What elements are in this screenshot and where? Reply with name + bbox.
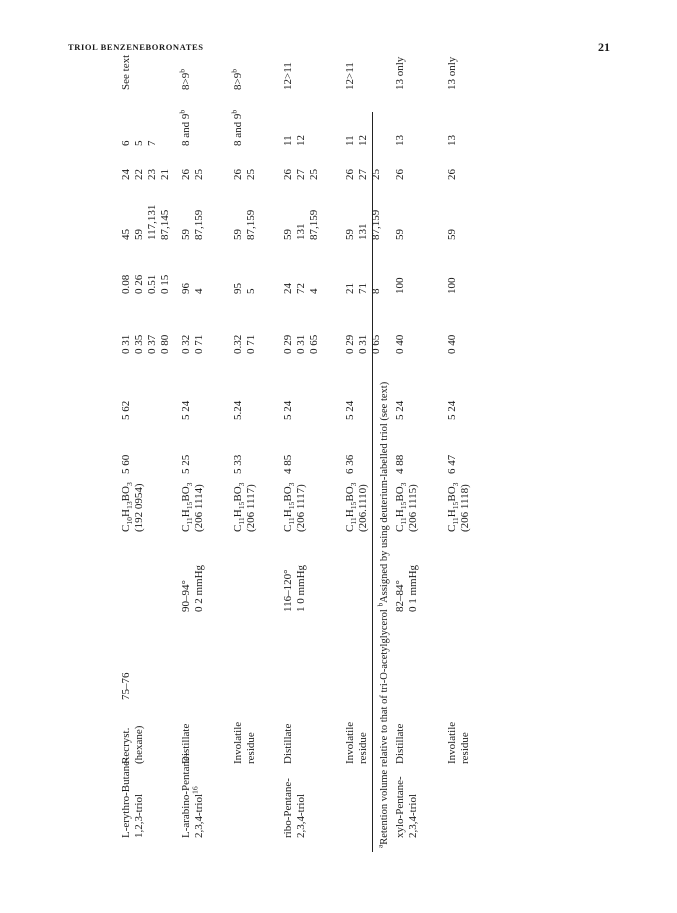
relative-value: 0 29 <box>282 334 294 354</box>
assignment: 12 <box>357 135 369 146</box>
assignment: 8 and 9$^b$ <box>177 109 192 146</box>
structure-ref: 25 <box>308 169 320 180</box>
retention-volume-ref: 5 24 <box>446 400 458 420</box>
mz-value: 59 <box>282 229 294 240</box>
fraction: Involatile <box>446 721 458 764</box>
compound-name: xylo-Pentane- <box>394 776 406 838</box>
boiling-point: 82–84° <box>394 580 406 612</box>
compound-name-cont: 2,3,4-triol <box>407 794 419 838</box>
retention-volume-ref: 5 62 <box>120 400 132 420</box>
relative-value: 0 40 <box>394 334 406 354</box>
retention-volume-ref: 5 24 <box>394 400 406 420</box>
retention-volume: 4 88 <box>394 454 406 474</box>
structure-ref: 22 <box>133 169 145 180</box>
mz-value: 87,159 <box>245 209 257 240</box>
page-number: 21 <box>598 40 610 54</box>
relative-value: 0 35 <box>133 334 145 354</box>
pressure: 0 1 mmHg <box>407 564 419 612</box>
intensity: 0 26 <box>133 274 145 294</box>
pressure: 0 2 mmHg <box>193 564 205 612</box>
assignment: 11 <box>282 135 294 146</box>
structure-ref: 26 <box>344 169 356 180</box>
intensity: 4 <box>308 288 320 294</box>
exact-mass: (206 1118) <box>459 484 471 532</box>
mz-value: 45 <box>120 229 132 240</box>
mz-value: 87,145 <box>159 209 171 240</box>
structure-ref: 26 <box>446 169 458 180</box>
compound-name-cont: 2,3,4-triol <box>295 794 307 838</box>
fraction: Distillate <box>180 723 192 764</box>
fraction: Distillate <box>394 723 406 764</box>
fraction: Involatile <box>344 721 356 764</box>
intensity: 100 <box>446 277 458 294</box>
mz-value: 59 <box>180 229 192 240</box>
intensity: 5 <box>245 288 257 294</box>
pressure: 1 0 mmHg <box>295 564 307 612</box>
fraction-cont: residue <box>245 732 257 764</box>
exact-mass: (192 0954) <box>133 483 145 532</box>
structure-ref: 26 <box>282 169 294 180</box>
intensity: 4 <box>193 288 205 294</box>
fraction: Recryst. <box>120 727 132 764</box>
formula: $C_{11}H_{15}BO_3$ <box>282 482 297 532</box>
assignment: 7 <box>146 140 158 146</box>
mz-value: 59 <box>394 229 406 240</box>
intensity: 0.08 <box>120 274 132 294</box>
assignment: 11 <box>344 135 356 146</box>
compound-name: L-arabino-Pentane- <box>180 752 192 838</box>
mz-value: 87,159 <box>193 209 205 240</box>
compound-name-cont: 1,2,3-triol <box>133 794 145 838</box>
boiling-point: 90–94° <box>180 580 192 612</box>
retention-volume: 5 25 <box>180 454 192 474</box>
retention-volume: 4 85 <box>282 454 294 474</box>
compound-name-cont: 2,3,4-triol$^{16}$ <box>190 786 205 838</box>
melting-point: 75–76 <box>120 672 132 700</box>
mz-value: 59 <box>232 229 244 240</box>
intensity: 95 <box>232 283 244 294</box>
structure-ref: 24 <box>120 169 132 180</box>
assignment: 8 and 9$^b$ <box>229 109 244 146</box>
structure-ref: 26 <box>180 169 192 180</box>
conclusion: $8>9^b$ <box>229 68 244 90</box>
relative-value: 0 40 <box>446 334 458 354</box>
relative-value: 0.32 <box>232 334 244 354</box>
compound-name: L-erythro-Butane- <box>120 757 132 838</box>
formula: $C_{11}H_{15}BO_3$ <box>394 482 409 532</box>
mz-value: 87,159 <box>308 209 320 240</box>
mz-value: 59 <box>344 229 356 240</box>
relative-value: 0 32 <box>180 334 192 354</box>
conclusion: $8>9^b$ <box>177 68 192 90</box>
mz-value: 87,159 <box>370 209 382 240</box>
formula: $C_{11}H_{15}BO_3$ <box>180 482 195 532</box>
intensity: 100 <box>394 277 406 294</box>
relative-value: 0 80 <box>159 334 171 354</box>
relative-value: 0 71 <box>245 334 257 354</box>
fraction-cont: (hexane) <box>133 725 145 764</box>
structure-ref: 26 <box>232 169 244 180</box>
structure-ref: 27 <box>295 169 307 180</box>
intensity: 24 <box>282 283 294 294</box>
boiling-point: 116–120° <box>282 569 294 612</box>
assignment: 12 <box>295 135 307 146</box>
retention-volume: 6 36 <box>344 454 356 474</box>
retention-volume: 5 33 <box>232 454 244 474</box>
formula: $C_{11}H_{15}BO_3$ <box>446 482 461 532</box>
mz-value: 131 <box>357 223 369 240</box>
conclusion: 12>11 <box>344 62 356 90</box>
mz-value: 59 <box>133 229 145 240</box>
relative-value: 0 29 <box>344 334 356 354</box>
intensity: 0 15 <box>159 274 171 294</box>
exact-mass: (206 1114) <box>193 484 205 532</box>
structure-ref: 26 <box>394 169 406 180</box>
intensity: 96 <box>180 283 192 294</box>
structure-ref: 25 <box>370 169 382 180</box>
formula: $C_{10}H_{13}BO_3$ <box>120 482 135 532</box>
assignment: 6 <box>120 140 132 146</box>
mz-value: 117,131 <box>146 204 158 240</box>
intensity: 8 <box>370 288 382 294</box>
exact-mass: (206 1115) <box>407 484 419 532</box>
retention-volume-ref: 5.24 <box>232 400 244 420</box>
structure-ref: 21 <box>159 169 171 180</box>
conclusion: See text <box>120 54 132 90</box>
structure-ref: 25 <box>193 169 205 180</box>
assignment: 13 <box>446 135 458 146</box>
exact-mass: (206 1117) <box>245 484 257 532</box>
retention-volume-ref: 5 24 <box>282 400 294 420</box>
fraction: Involatile <box>232 721 244 764</box>
structure-ref: 23 <box>146 169 158 180</box>
structure-ref: 27 <box>357 169 369 180</box>
relative-value: 0 65 <box>308 334 320 354</box>
intensity: 71 <box>357 283 369 294</box>
assignment: 13 <box>394 135 406 146</box>
retention-volume: 5 60 <box>120 454 132 474</box>
retention-volume-ref: 5 24 <box>180 400 192 420</box>
conclusion: 12>11 <box>282 62 294 90</box>
intensity: 21 <box>344 283 356 294</box>
relative-value: 0 65 <box>370 334 382 354</box>
retention-volume: 6 47 <box>446 454 458 474</box>
retention-volume-ref: 5 24 <box>344 400 356 420</box>
relative-value: 0 31 <box>120 334 132 354</box>
mz-value: 59 <box>446 229 458 240</box>
intensity: 0.51 <box>146 274 158 294</box>
exact-mass: (206 1117) <box>295 484 307 532</box>
exact-mass: (206.1110) <box>357 484 369 532</box>
table-footnote: $^a$Retention volume relative to that of tri-O-acetylglycerol $^b$Assigned by using deuterium-labelled triol (see text) <box>375 381 390 848</box>
relative-value: 0 71 <box>193 334 205 354</box>
mz-value: 131 <box>295 223 307 240</box>
fraction: Distillate <box>282 723 294 764</box>
conclusion: 13 only <box>394 56 406 90</box>
running-head: TRIOL BENZENEBORONATES <box>68 42 204 52</box>
structure-ref: 25 <box>245 169 257 180</box>
compound-name: ribo-Pentane- <box>282 778 294 838</box>
rotated-table <box>116 52 471 852</box>
relative-value: 0 31 <box>357 334 369 354</box>
fraction-cont: residue <box>357 732 369 764</box>
fraction-cont: residue <box>459 732 471 764</box>
formula: $C_{11}H_{15}BO_3$ <box>232 482 247 532</box>
relative-value: 0 31 <box>295 334 307 354</box>
assignment: 5 <box>133 140 145 146</box>
conclusion: 13 only <box>446 56 458 90</box>
formula: $C_{11}H_{15}BO_3$ <box>344 482 359 532</box>
relative-value: 0 37 <box>146 334 158 354</box>
intensity: 72 <box>295 283 307 294</box>
